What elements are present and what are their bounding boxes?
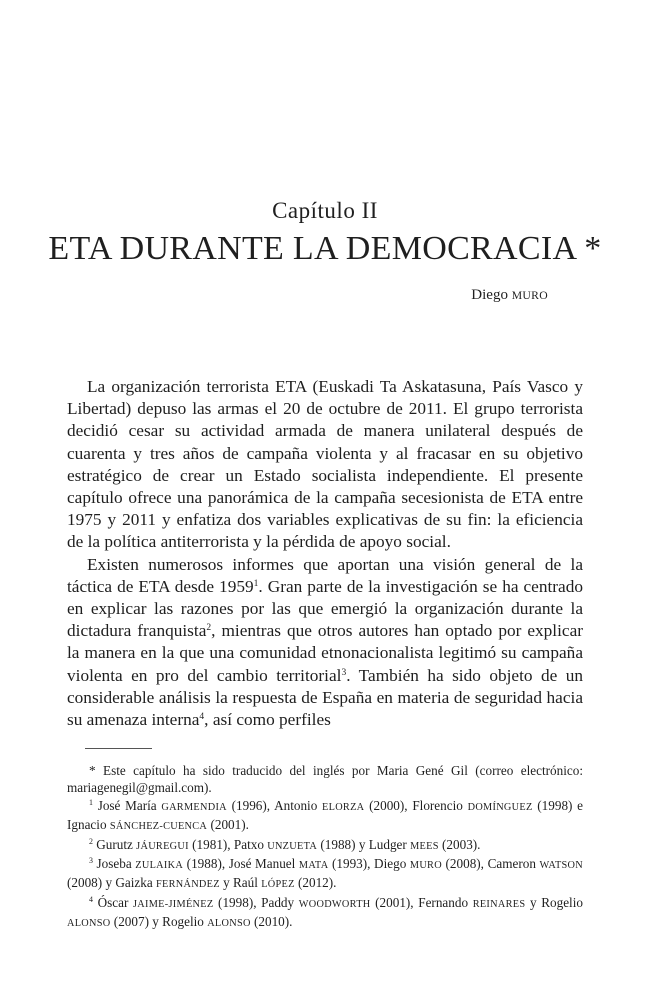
author-first-name: Diego — [471, 287, 508, 303]
footnote-author: REINARES — [472, 898, 526, 910]
footnote-ref-1[interactable]: 1 — [253, 578, 259, 589]
footnote-text: José María — [97, 797, 162, 813]
footnote-text: y Raúl — [219, 875, 262, 891]
footnote-author: MEES — [410, 840, 439, 852]
paragraph-1: La organización terrorista ETA (Euskadi Ta Askatasuna, País Vasco y Libertad) depuso las armas el 20 de octubre de 2011. El grupo terrorista decidió cesar su actividad armada de manera unilateral después de cuarenta y tres años de campaña violenta y al fracasar en su objetivo estratégico de crear un Estado socialista independiente. El presente capítulo ofrece una panorámica de la campaña secesionista de ETA entre 1975 y 2011 y enfatiza dos variables explicativas de su fin: la eficiencia de la política antiterrorista y la pérdida de apoyo social. — [67, 377, 583, 552]
footnote-text: (1988) y Ludger — [317, 836, 411, 852]
body-text — [67, 376, 583, 731]
author-last-name: MURO — [511, 289, 548, 302]
footnote-author: JÁUREGUI — [136, 840, 189, 852]
footnote-text: (2000), Florencio — [364, 797, 468, 813]
footnote-4 — [67, 894, 583, 933]
footnote-3 — [67, 855, 583, 894]
footnote-2-mark: 2 — [89, 836, 93, 846]
paragraph-2-text: . Gran parte de la investigación se ha centrado en explicar las razones por las que emergió la organización durante la dictadura franquista — [67, 576, 584, 641]
footnote-text: (2008), Cameron — [441, 856, 540, 872]
footnote-text: (1998), Paddy — [213, 894, 299, 910]
footnote-author: ZULAIKA — [135, 860, 184, 872]
footnote-text: Joseba — [96, 856, 136, 872]
paragraph-2 — [67, 554, 583, 732]
footnote-2 — [67, 836, 583, 855]
footnote-author: MURO — [409, 860, 442, 872]
footnote-ref-4[interactable]: 4 — [199, 711, 205, 722]
footnote-author: DOMÍNGUEZ — [467, 801, 533, 813]
footnote-author: ALONSO — [207, 918, 251, 930]
paragraph-2-text: . También ha sido objeto de un considerable análisis la respuesta de España en materia de seguridad hacia su amenaza interna — [67, 665, 584, 730]
footnote-separator — [85, 748, 152, 749]
author-name — [471, 287, 548, 304]
footnote-text: (2007) y Rogelio — [110, 914, 208, 930]
paragraph-2-text: , así como perfiles — [204, 710, 331, 730]
footnote-author: SÁNCHEZ-CUENCA — [109, 821, 208, 833]
footnote-text: (2008) y Gaizka — [67, 875, 156, 891]
footnote-text: Óscar — [97, 894, 133, 910]
footnote-text: (2001), Fernando — [370, 894, 473, 910]
footnote-author: UNZUETA — [267, 840, 318, 852]
paragraph-2-text: Existen numerosos informes que aportan una visión general de la táctica de ETA desde 1959 — [67, 554, 583, 596]
chapter-label: Capítulo II — [272, 198, 378, 223]
chapter-title — [0, 230, 650, 268]
footnote-4-mark: 4 — [89, 894, 93, 904]
footnote-1 — [67, 797, 583, 836]
footnote-text: y Rogelio — [525, 894, 583, 910]
footnote-text: Gurutz — [96, 836, 137, 852]
footnote-3-mark: 3 — [89, 855, 93, 865]
chapter-title-text: ETA DURANTE LA DEMOCRACIA — [48, 230, 576, 267]
footnote-author: FERNÁNDEZ — [155, 879, 220, 891]
footnote-author: WATSON — [539, 860, 583, 872]
footnote-text: (1993), Diego — [328, 856, 410, 872]
footnote-author: LÓPEZ — [261, 879, 295, 891]
footnote-star — [67, 762, 583, 797]
paragraph-2-text: , mientras que otros autores han optado por explicar la manera en la que una comunidad etnonacionalista legitimó su campaña violenta en pro del cambio territorial — [67, 621, 583, 685]
footnote-author: GARMENDIA — [161, 801, 227, 813]
footnote-text: (1981), Patxo — [188, 836, 268, 852]
footnote-author: ELORZA — [322, 801, 365, 813]
footnote-star-mark: * — [89, 763, 96, 778]
footnote-text: (2001). — [207, 817, 249, 833]
footnote-ref-3[interactable]: 3 — [341, 667, 347, 678]
footnote-1-mark: 1 — [89, 797, 93, 807]
footnote-text: (2010). — [250, 914, 293, 930]
footnote-author: JAIME-JIMÉNEZ — [132, 898, 214, 910]
footnote-text: (1998) e Ignacio — [67, 797, 584, 833]
footnote-author: WOODWORTH — [298, 898, 371, 910]
footnote-author: ALONSO — [67, 918, 111, 930]
footnote-star-text: Este capítulo ha sido traducido del inglés por Maria Gené Gil (correo electrónico: mariagenegil@gmail.com). — [67, 763, 583, 796]
footnote-author: MATA — [298, 860, 329, 872]
footnotes — [67, 762, 583, 933]
footnote-ref-2[interactable]: 2 — [206, 623, 212, 634]
footnote-text: (1988), José Manuel — [183, 856, 299, 872]
chapter-title-footnote-mark: * — [584, 230, 602, 267]
footnote-text: (2003). — [438, 836, 481, 852]
footnote-text: (1996), Antonio — [226, 797, 323, 813]
footnote-text: (2012). — [294, 875, 337, 891]
